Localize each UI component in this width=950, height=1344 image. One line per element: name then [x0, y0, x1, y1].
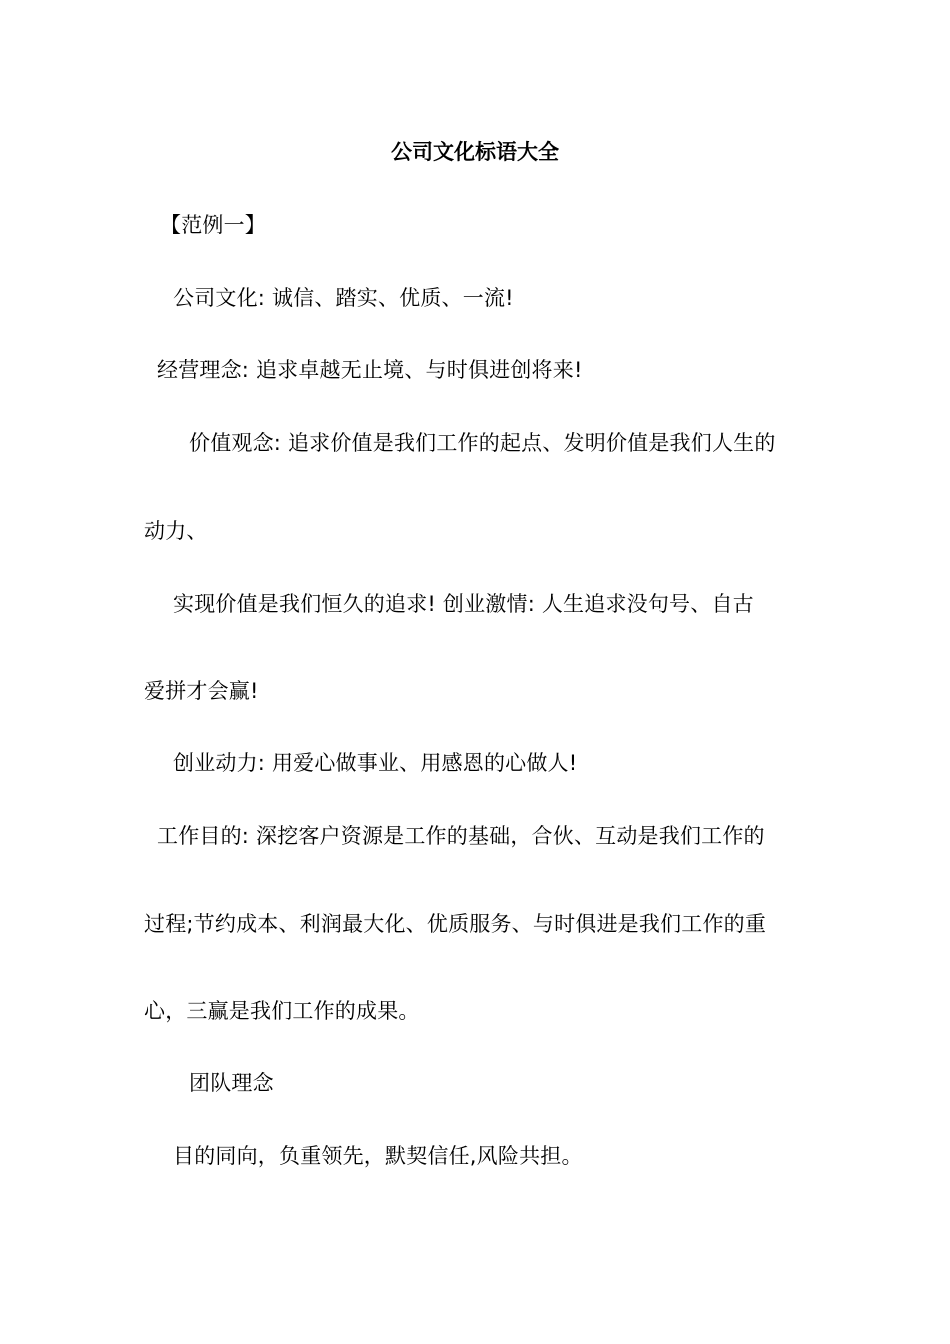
section-heading: 【范例一】 — [160, 213, 266, 237]
text-line-entrepreneurial-drive: 创业动力: 用爱心做事业、用感恩的心做人! — [173, 751, 578, 775]
text-line-team-philosophy: 团队理念 — [189, 1071, 274, 1095]
text-line-company-culture: 公司文化: 诚信、踏实、优质、一流! — [173, 286, 514, 310]
text-line-values: 价值观念: 追求价值是我们工作的起点、发明价值是我们人生的 — [189, 431, 776, 455]
text-line-work-purpose: 工作目的: 深挖客户资源是工作的基础，合伙、互动是我们工作的 — [157, 824, 765, 848]
text-line-business-philosophy: 经营理念: 追求卓越无止境、与时俱进创将来! — [157, 358, 583, 382]
text-line-work-purpose-cont1: 过程;节约成本、利润最大化、优质服务、与时俱进是我们工作的重 — [144, 912, 767, 936]
text-line-realize-value-cont: 爱拼才会赢! — [144, 679, 259, 703]
text-line-values-cont: 动力、 — [144, 519, 208, 543]
text-line-team-goal: 目的同向，负重领先，默契信任,风险共担。 — [173, 1144, 583, 1168]
page-title: 公司文化标语大全 — [391, 140, 559, 164]
text-line-work-purpose-cont2: 心，三赢是我们工作的成果。 — [144, 999, 420, 1023]
text-line-realize-value: 实现价值是我们恒久的追求! 创业激情: 人生追求没句号、自古 — [173, 592, 754, 616]
